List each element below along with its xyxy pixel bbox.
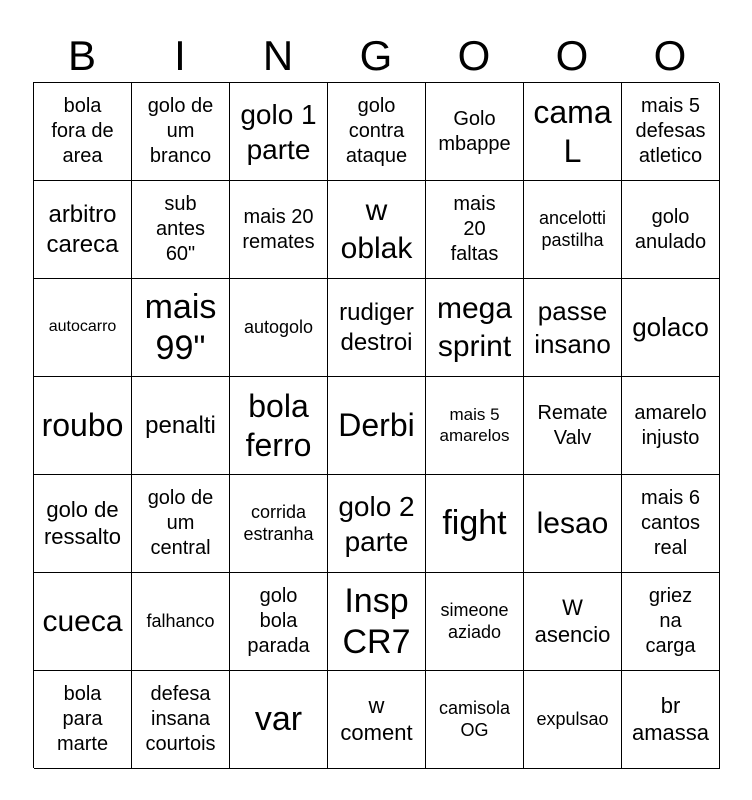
bingo-cell[interactable] — [524, 475, 622, 573]
header-letter-o-3: O — [653, 32, 687, 79]
cell-label: bola para marte — [56, 683, 109, 755]
cell-label: defesa insana courtois — [145, 683, 216, 755]
cell-label: golo de ressalto — [43, 497, 122, 549]
bingo-cell[interactable] — [132, 181, 230, 279]
cell-label: Golo mbappe — [438, 107, 511, 155]
cell-label: golo 1 parte — [240, 98, 317, 165]
bingo-cell[interactable] — [328, 181, 426, 279]
cell-label: mega sprint — [436, 292, 513, 363]
bingo-cell[interactable] — [230, 671, 328, 769]
cell-label: passe insano — [534, 296, 611, 359]
header-letter-n: N — [262, 32, 294, 79]
bingo-cell[interactable] — [230, 83, 328, 181]
cell-label: camisola OG — [438, 698, 511, 740]
cell-label: mais 99" — [144, 287, 217, 367]
bingo-cell[interactable] — [230, 573, 328, 671]
bingo-cell[interactable] — [622, 279, 720, 377]
bingo-cell[interactable] — [230, 377, 328, 475]
bingo-cell[interactable] — [34, 475, 132, 573]
cell-label: penalti — [145, 411, 216, 439]
cell-label: golo contra ataque — [345, 95, 408, 167]
bingo-cell[interactable] — [426, 83, 524, 181]
bingo-cell[interactable] — [426, 475, 524, 573]
bingo-cell[interactable] — [426, 377, 524, 475]
cell-label: mais 6 cantos real — [641, 487, 700, 559]
bingo-cell[interactable] — [34, 279, 132, 377]
header-letter-i: I — [174, 32, 186, 79]
cell-label: mais 5 amarelos — [439, 405, 510, 445]
cell-label: W asencio — [534, 595, 611, 647]
bingo-cell[interactable] — [622, 475, 720, 573]
cell-label: cama L — [533, 94, 612, 169]
cell-label: mais 20 remates — [242, 205, 315, 253]
cell-label: roubo — [41, 407, 124, 444]
bingo-cell[interactable] — [328, 83, 426, 181]
bingo-cell[interactable] — [34, 83, 132, 181]
bingo-cell[interactable] — [34, 181, 132, 279]
bingo-cell[interactable] — [132, 475, 230, 573]
cell-label: golo bola parada — [247, 585, 310, 657]
cell-label: var — [254, 700, 303, 739]
cell-label: br amassa — [631, 693, 710, 745]
cell-label: bola ferro — [245, 388, 312, 463]
cell-label: simeone aziado — [440, 600, 509, 642]
cell-label: falhanco — [146, 610, 215, 631]
bingo-cell[interactable] — [524, 279, 622, 377]
bingo-board — [33, 82, 719, 768]
bingo-cell[interactable] — [230, 181, 328, 279]
cell-label: cueca — [42, 604, 123, 638]
cell-label: rudiger destroi — [339, 298, 414, 356]
bingo-cell[interactable] — [524, 181, 622, 279]
bingo-cell[interactable] — [426, 671, 524, 769]
bingo-cell[interactable] — [328, 573, 426, 671]
bingo-cell[interactable] — [426, 181, 524, 279]
bingo-cell[interactable] — [622, 83, 720, 181]
bingo-cell[interactable] — [132, 279, 230, 377]
bingo-cell[interactable] — [34, 671, 132, 769]
bingo-cell[interactable] — [34, 377, 132, 475]
cell-label: mais 5 defesas atletico — [635, 95, 706, 167]
bingo-cell[interactable] — [524, 377, 622, 475]
cell-label: fight — [442, 504, 507, 543]
cell-label: golaco — [632, 312, 709, 343]
cell-label: ancelotti pastilha — [538, 208, 607, 250]
cell-label: amarelo injusto — [634, 401, 707, 449]
bingo-cell[interactable] — [34, 573, 132, 671]
bingo-cell[interactable] — [622, 377, 720, 475]
cell-label: Derbi — [338, 407, 415, 444]
bingo-cell[interactable] — [426, 279, 524, 377]
cell-label: mais 20 faltas — [450, 193, 499, 265]
bingo-cell[interactable] — [328, 475, 426, 573]
header-letter-g: G — [359, 32, 393, 79]
bingo-cell[interactable] — [132, 573, 230, 671]
bingo-cell[interactable] — [132, 83, 230, 181]
cell-label: Remate Valv — [537, 401, 608, 449]
bingo-cell[interactable] — [622, 671, 720, 769]
bingo-cell[interactable] — [328, 279, 426, 377]
bingo-cell[interactable] — [132, 671, 230, 769]
cell-label: arbitro careca — [46, 200, 119, 258]
cell-label: golo 2 parte — [338, 490, 415, 557]
header-letter-o-2: O — [555, 32, 589, 79]
bingo-cell[interactable] — [524, 83, 622, 181]
bingo-cell[interactable] — [328, 671, 426, 769]
cell-label: bola fora de area — [51, 95, 114, 167]
cell-label: golo de um central — [147, 487, 214, 559]
cell-label: sub antes 60" — [156, 193, 205, 265]
bingo-cell[interactable] — [132, 377, 230, 475]
bingo-cell[interactable] — [622, 573, 720, 671]
cell-label: lesao — [536, 506, 609, 540]
bingo-cell[interactable] — [426, 573, 524, 671]
bingo-cell[interactable] — [230, 279, 328, 377]
cell-label: expulsao — [536, 708, 609, 729]
bingo-cell[interactable] — [230, 475, 328, 573]
cell-label: autocarro — [48, 318, 117, 336]
cell-label: corrida estranha — [243, 502, 314, 544]
cell-label: w coment — [340, 693, 413, 745]
cell-label: golo anulado — [634, 205, 707, 253]
bingo-cell[interactable] — [524, 671, 622, 769]
cell-label: griez na carga — [645, 585, 696, 657]
cell-label: golo de um branco — [147, 95, 214, 167]
header-letter-o-1: O — [457, 32, 491, 79]
cell-label: w oblak — [340, 194, 413, 265]
bingo-header — [33, 30, 719, 82]
cell-label: autogolo — [243, 316, 314, 337]
bingo-cell[interactable] — [622, 181, 720, 279]
bingo-cell[interactable] — [328, 377, 426, 475]
header-letter-b: B — [67, 32, 96, 79]
bingo-cell[interactable] — [524, 573, 622, 671]
cell-label: Insp CR7 — [342, 581, 411, 661]
